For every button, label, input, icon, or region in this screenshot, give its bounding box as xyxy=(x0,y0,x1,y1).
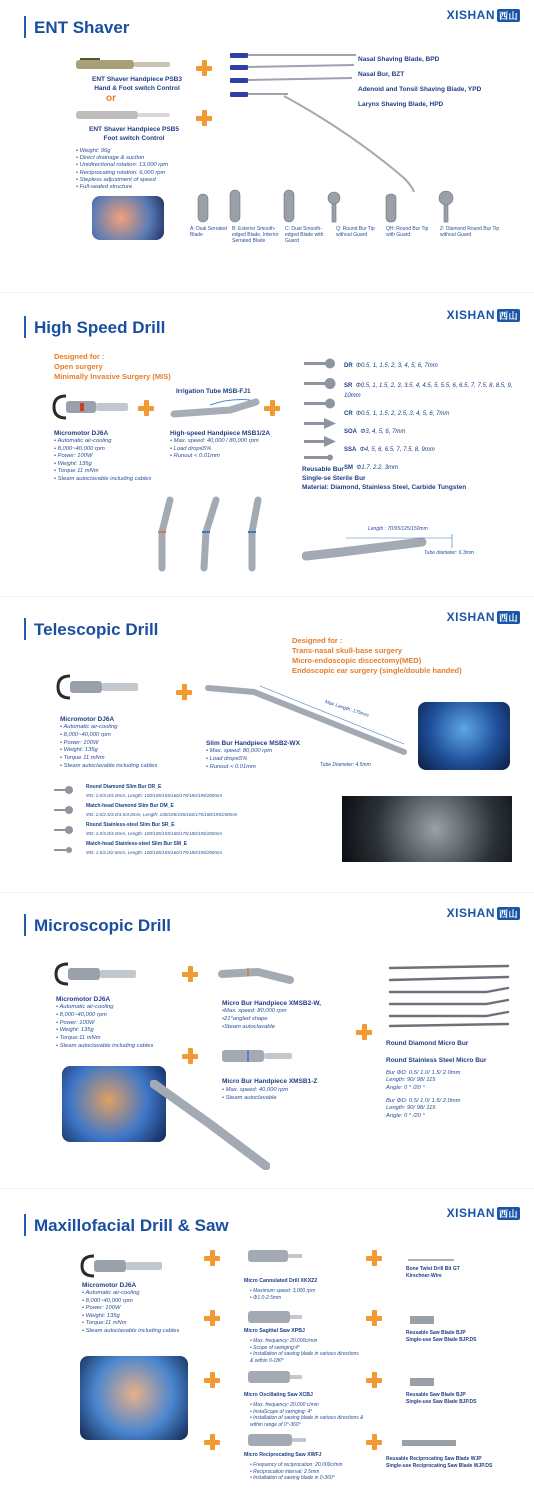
skull-endoscopy-image xyxy=(342,796,512,862)
spec-item: • Weight: 135g xyxy=(54,461,151,469)
micro-hp1-label: Micro Bur Handpiece XMSB2-W, xyxy=(222,1000,321,1007)
spec-item: • Weight: 135g xyxy=(82,1313,179,1321)
high-speed-handpiece-image xyxy=(170,396,260,426)
spec-item: • Automatic air-cooling xyxy=(54,438,151,446)
tele-designed-for: Designed for : xyxy=(292,636,343,645)
spec-item: • Unidirectional rotation: 13,000 rpm xyxy=(76,162,168,169)
blade-tips-image xyxy=(188,188,488,224)
maxi-sag-label: Micro Sagittal Saw XPBJ xyxy=(244,1328,305,1334)
maxi-drill-label: Micro Cannulated Drill XKXZ2 xyxy=(244,1278,318,1284)
bur-name: Match-head Stainless-steel Slim Bur SM_E xyxy=(86,841,188,847)
micromotor-image xyxy=(80,1252,166,1280)
blade-bpd-label: Nasal Shaving Blade, BPD xyxy=(358,56,440,63)
spec-item: • Maximum speed: 3,000 rpm xyxy=(250,1288,315,1295)
tip-b-label: B: Exterior Smooth-edged Blade, Interior Serrated Blade xyxy=(232,226,279,244)
reciprocating-blade-image xyxy=(400,1436,460,1450)
bur-code: SOA xyxy=(344,429,358,435)
maxi-motor-label: Micromotor DJ6A xyxy=(82,1282,137,1289)
spec-item: • Steam autoclavable including cables xyxy=(54,476,151,484)
plus-icon xyxy=(138,400,154,416)
spec-item: • Installation of sawing blade in various directions & within 0-180° xyxy=(250,1351,362,1364)
bur-sizes: Φ4, 5, 6, 6.5, 7, 7.5, 8, 9mm xyxy=(359,447,435,453)
tele-use: Trans-nasal skull-base surgery xyxy=(292,646,403,655)
plus-icon xyxy=(366,1310,382,1326)
section-bar xyxy=(24,1214,26,1236)
spec-item: • Installation of sawing blade in various directions & within range of 0°-360° xyxy=(250,1415,368,1428)
spec-item: • Direct drainage & suction xyxy=(76,155,168,162)
spec-item: • Weight: 135g xyxy=(56,1027,153,1035)
plus-icon xyxy=(356,1024,372,1040)
bur-sizes: Φ0.5, 1, 1.5, 2, 2.5, 3, 4, 5, 6, 7mm xyxy=(356,411,450,417)
brand-logo: XISHAN 西山 xyxy=(446,8,518,22)
hsd-length-label: Length : 70/95/125/150mm xyxy=(368,526,428,532)
plus-icon xyxy=(204,1310,220,1326)
brand-logo: XISHAN 西山 xyxy=(446,906,518,920)
blade-bzt-label: Nasal Bur, BZT xyxy=(358,71,405,78)
plus-icon xyxy=(204,1250,220,1266)
tele-use: Endoscopic ear surgery (single/double handed) xyxy=(292,666,462,675)
bur-code: SSA xyxy=(344,447,357,453)
tele-handpiece-specs xyxy=(206,748,272,771)
spec-item: • Power: 100W xyxy=(60,740,157,748)
tele-max-length: Max Length: 175mm xyxy=(324,699,370,719)
spec-item: Bur ΦD: 0.5/ 1.0/ 1.5/ 2.0mm xyxy=(386,1098,461,1104)
tip-z-label: Z: Diamond Round Bur Tip without Guard xyxy=(440,226,500,238)
spec-item: • Automatic air-cooling xyxy=(56,1004,153,1012)
acc-label: Single-use Saw Blade BJP.DS xyxy=(406,1337,477,1343)
section-title-ent: ENT Shaver xyxy=(34,18,130,37)
maxi-rec-specs xyxy=(250,1462,370,1482)
brand-logo: XISHAN 西山 xyxy=(446,308,518,322)
acc-label: Single-use Reciprocating Saw Blade WJP.DS xyxy=(386,1463,493,1469)
spec-item: • Runout < 0.01mm xyxy=(206,764,272,772)
spec-item: • Max. frequency: 20,000c/min xyxy=(250,1338,362,1345)
blade-hpd-label: Larynx Shaving Blade, HPD xyxy=(358,101,444,108)
handpiece-angles-image xyxy=(140,492,290,572)
acc-label: Reusable Saw Blade BJP xyxy=(406,1392,466,1398)
bur-name: Round Stainless-steel Slim Bur SR_E xyxy=(86,822,175,828)
maxi-rec-label: Micro Reciprocating Saw XWFJ xyxy=(244,1452,322,1458)
cannulated-drill-image xyxy=(244,1244,304,1268)
bur-sizes: Φ3, 4, 5, 6, 7mm xyxy=(360,429,406,435)
plus-icon xyxy=(366,1250,382,1266)
maxi-sag-specs xyxy=(250,1338,362,1364)
plus-icon xyxy=(182,966,198,982)
spec-item: • Automatic air-cooling xyxy=(82,1290,179,1298)
drill-bit-image xyxy=(406,1256,456,1264)
brand-logo: XISHAN 西山 xyxy=(446,1206,518,1220)
section-bar xyxy=(24,16,26,38)
hsd-designed-for: Designed for : xyxy=(54,352,105,361)
tele-tube-diameter: Tube Diameter: 4.5mm xyxy=(320,762,371,768)
plus-icon xyxy=(182,1048,198,1064)
spec-item: • InstaScope of swinging: 4° xyxy=(250,1409,368,1416)
jaw-anatomy-image xyxy=(80,1356,188,1440)
spec-item: • Automatic air-cooling xyxy=(60,724,157,732)
shaver-handpiece-psb3-image xyxy=(74,54,174,74)
maxi-osc-label: Micro Oscillating Saw XCBJ xyxy=(244,1392,313,1398)
micro-bur2-label: Round Stainless Steel Micro Bur xyxy=(386,1057,487,1064)
section-title-hsd: High Speed Drill xyxy=(34,318,166,337)
bur-name: Round Diamond Slim Bur DR_E xyxy=(86,784,162,790)
acc-label: Reusable Reciprocating Saw Blade WJP xyxy=(386,1456,482,1462)
plus-icon xyxy=(204,1372,220,1388)
spec-item: • Load drop≤5% xyxy=(170,446,259,454)
micro-motor-label: Micromotor DJ6A xyxy=(56,996,111,1003)
plus-icon xyxy=(366,1434,382,1450)
spec-item: • 8,000~40,000 rpm xyxy=(82,1298,179,1306)
blade-ypd-label: Adenoid and Tonsil Shaving Blade, YPD xyxy=(358,86,482,93)
spec-item: • Φ1.0-2.5mm xyxy=(250,1295,315,1302)
spec-item: • Max. frequency: 20,000 c/min xyxy=(250,1402,368,1409)
ent-spec-list xyxy=(76,148,168,191)
tip-c-label: C: Dual Smooth-edged Blade with Guard xyxy=(285,226,324,244)
micromotor-image xyxy=(52,392,132,422)
plus-icon xyxy=(366,1372,382,1388)
section-title-maxi: Maxillofacial Drill & Saw xyxy=(34,1216,229,1235)
tele-motor-label: Micromotor DJ6A xyxy=(60,716,115,723)
plus-icon xyxy=(196,60,212,76)
spec-item: • Frequency of reciprocation: 20,000c/min xyxy=(250,1462,370,1469)
acc-label: Reusable Saw Blade BJP xyxy=(406,1330,466,1336)
handpiece-psb5-label: ENT Shaver Handpiece PSB5 xyxy=(89,126,179,133)
tele-motor-specs xyxy=(60,724,157,771)
spec-item: Angle: 0 ° /20 ° xyxy=(386,1112,425,1119)
micro-bur1-specs xyxy=(386,1070,460,1092)
tip-q-label: Q: Round Bur Tip without Guard xyxy=(336,226,375,238)
micro-bur-handpiece-xmsb2-image xyxy=(218,962,294,990)
spec-item: • Steam autoclavable including cables xyxy=(82,1328,179,1336)
section-title-micro: Microscopic Drill xyxy=(34,916,171,935)
hsd-use: Open surgery xyxy=(54,362,103,371)
shaver-handpiece-psb5-image xyxy=(74,106,174,124)
spec-item: • 8,000~40,000 rpm xyxy=(54,446,151,454)
spec-item: • Torque:11 mNm xyxy=(82,1320,179,1328)
hsd-use: Minimally Invasive Surgery (MIS) xyxy=(54,372,171,381)
nasal-anatomy-image xyxy=(92,196,164,240)
spec-item: Length: 90/ 98/ 115 xyxy=(386,1077,436,1084)
spec-item: • Max. speed: 40,000 / 80,000 rpm xyxy=(170,438,259,446)
bur-spec: ΦD: 2.0/3.0/4.0mm, Length: 100/105/155/160/175/180/195/200mm xyxy=(86,793,223,798)
tele-handpiece-label: Slim Bur Handpiece MSB2-WX xyxy=(206,740,300,747)
spec-item: • Weight: 135g xyxy=(60,747,157,755)
brand-logo: XISHAN 西山 xyxy=(446,610,518,624)
spec-item: • Max. speed: 40,000 rpm xyxy=(222,1087,288,1095)
tip-qh-label: QH: Round Bur Tip with Guard xyxy=(386,226,429,238)
micro-hp1-specs xyxy=(222,1008,287,1031)
spine-anatomy-image xyxy=(418,702,510,770)
bur-sizes: Φ0.5, 1, 1.5, 2, 3, 4, 5, 6, 7mm xyxy=(356,363,438,369)
bur-code: SR xyxy=(344,383,353,389)
plus-icon xyxy=(204,1434,220,1450)
or-label: or xyxy=(106,93,116,104)
divider xyxy=(0,1188,534,1189)
bur-code: DR xyxy=(344,363,353,369)
plus-icon xyxy=(264,400,280,416)
plus-icon xyxy=(196,110,212,126)
bur-note: Material: Diamond, Stainless Steel, Carbide Tungsten xyxy=(302,484,467,491)
handpiece-psb5-sub: Foot switch Control xyxy=(103,135,165,142)
bur-note: Single-se Sterile Bur xyxy=(302,475,366,482)
section-title-tele: Telescopic Drill xyxy=(34,620,159,639)
spec-item: • Torque 11 mNm xyxy=(54,468,151,476)
divider xyxy=(0,292,534,293)
slim-bur-tips-image xyxy=(52,784,76,858)
spec-item: • Steam autoclavable including cables xyxy=(56,1043,153,1051)
spec-item: •Max. speed: 80,000 rpm xyxy=(222,1008,287,1014)
bur-name: Match-head Diamond Slim Bur DM_E xyxy=(86,803,174,809)
bur-types-image xyxy=(302,356,342,468)
spec-item: • 8,000~40,000 rpm xyxy=(56,1012,153,1020)
spec-item: Bur ΦD: 0.5/ 1.0/ 1.5/ 2.0mm xyxy=(386,1070,461,1076)
section-bar xyxy=(24,618,26,640)
reciprocating-saw-image xyxy=(244,1430,308,1450)
sagittal-saw-image xyxy=(244,1306,304,1328)
saw-blade-image xyxy=(408,1314,438,1326)
maxi-drill-specs xyxy=(250,1288,315,1301)
spec-item: •21°angled shape xyxy=(222,1015,268,1022)
spec-item: • Power: 100W xyxy=(56,1020,153,1028)
hsd-tube-diameter-label: Tube diameter: 6.3mm xyxy=(424,550,474,556)
micromotor-image xyxy=(56,672,142,702)
micro-bur2-specs xyxy=(386,1098,460,1120)
spec-item: • 8,000~40,000 rpm xyxy=(60,732,157,740)
bur-spec: ΦD: 2.0/3.0/4.0mm, Length: 100/105/155/160/175/180/195/200mm xyxy=(86,831,223,836)
bur-sizes: Φ0.5, 1, 1.5, 2, 3, 3.5, 4, 4.5, 5, 5.5, 6, 6.5, 7, 7.5, 8, 8.5, 9, 10mm xyxy=(344,383,513,399)
maxi-osc-specs xyxy=(250,1402,368,1428)
handpiece-psb3-sub: Hand & Foot switch Control xyxy=(94,85,180,92)
spec-item: • Reciprocating rotation: 6,000 rpm xyxy=(76,170,168,177)
hsd-motor-label: Micromotor DJ6A xyxy=(54,430,109,437)
spec-item: • Full-sealed structure xyxy=(76,184,168,191)
micro-bur-handpiece-xmsb1-image xyxy=(218,1044,294,1068)
hsd-handpiece-label: High-speed Handpiece MSB1/2A xyxy=(170,430,271,437)
acc-label: Kirschner-Wire xyxy=(406,1273,442,1279)
micro-hp2-label: Micro Bur Handpiece XMSB1-Z xyxy=(222,1078,318,1085)
spec-item: • Steam autoclavable including cables xyxy=(60,763,157,771)
bur-code: CR xyxy=(344,411,353,417)
spec-item: • Power: 100W xyxy=(82,1305,179,1313)
spec-item: • Max. speed: 80,000 rpm xyxy=(206,748,272,756)
bur-spec: ΦD: 2.0/2.5/3.0/3.5/4.0mm, Length: 100/105/155/160/175/180/195/200mm xyxy=(86,812,238,817)
spec-item: • Reciprocation interval: 2.5mm xyxy=(250,1469,370,1476)
spec-item: • Runout < 0.01mm xyxy=(170,453,259,461)
microscopic-handpiece-in-use-image xyxy=(150,1080,270,1170)
spec-item: • Installation of sawing blade in 0-360° xyxy=(250,1475,370,1482)
micro-burs-image xyxy=(386,962,512,1030)
spec-item: •Steam autoclavable xyxy=(222,1023,275,1030)
bur-sizes: Φ1.7, 2.2, 3mm xyxy=(356,465,399,471)
spec-item: • Power: 100W xyxy=(54,453,151,461)
spec-item: • Stepless adjustment of speed xyxy=(76,177,168,184)
spec-item: • Scope of swinging:4° xyxy=(250,1345,362,1352)
micro-bur1-label: Round Diamond Micro Bur xyxy=(386,1040,469,1047)
tip-a-label: A: Dual Serrated Blade xyxy=(190,226,227,238)
tele-bur-list xyxy=(86,784,286,855)
divider xyxy=(0,596,534,597)
section-bar xyxy=(24,914,26,936)
acc-label: Bone Twist Drill Bit GT xyxy=(406,1266,460,1272)
irrigation-tube-label: Irrigation Tube MSB-FJ1 xyxy=(176,388,251,395)
bur-spec: ΦD: 1.5/2.0/2.5mm, Length: 100/105/155/160/175/180/195/200mm xyxy=(86,850,223,855)
spec-item: Angle: 0 ° /20 ° xyxy=(386,1084,425,1091)
hsd-motor-specs xyxy=(54,438,151,484)
spec-item: Length: 90/ 98/ 115 xyxy=(386,1105,436,1112)
acc-label: Single-use Saw Blade BJP.DS xyxy=(406,1399,477,1405)
bur-sizes-list xyxy=(344,361,514,473)
spec-item: • Torque 11 mNm xyxy=(60,755,157,763)
bur-note: Reusable Bur xyxy=(302,466,344,473)
micro-motor-specs xyxy=(56,1004,153,1051)
spec-item: • Torque:11 mNm xyxy=(56,1035,153,1043)
saw-blade-image xyxy=(408,1376,438,1388)
section-bar xyxy=(24,316,26,338)
tele-use: Micro-endoscopic discectomy(MED) xyxy=(292,656,422,665)
hsd-handpiece-specs xyxy=(170,438,259,461)
divider xyxy=(0,892,534,893)
spec-item: • Steam autoclavable xyxy=(222,1095,288,1103)
handpiece-psb3-label: ENT Shaver Handpiece PSB3 xyxy=(92,76,182,83)
maxi-motor-specs xyxy=(82,1290,179,1336)
micromotor-image xyxy=(54,960,140,988)
spec-item: • Load drop≤5% xyxy=(206,756,272,764)
oscillating-saw-image xyxy=(244,1366,304,1388)
plus-icon xyxy=(176,684,192,700)
bur-code: SM xyxy=(344,465,353,471)
spec-item: • Weight: 96g xyxy=(76,148,168,155)
